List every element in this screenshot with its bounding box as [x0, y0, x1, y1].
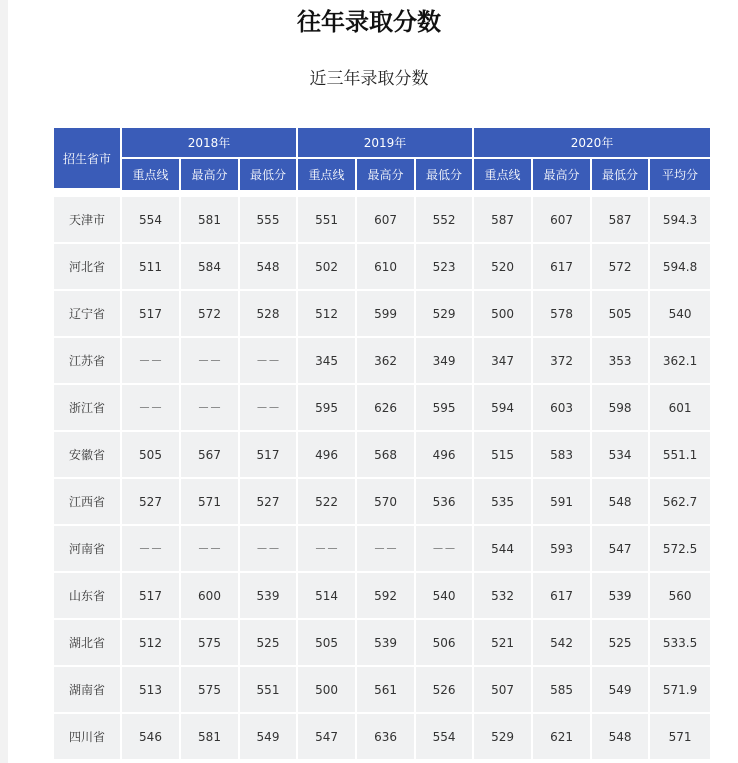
score-cell: 578 [533, 291, 592, 338]
score-cell: 581 [181, 714, 240, 761]
score-cell: 554 [416, 714, 474, 761]
table-row [54, 385, 710, 432]
score-cell: 347 [474, 338, 533, 385]
score-cell: 515 [474, 432, 533, 479]
score-cell: －－ [181, 526, 240, 573]
score-cell: 512 [298, 291, 357, 338]
score-cell: 496 [298, 432, 357, 479]
province-cell: 江苏省 [54, 338, 122, 385]
score-cell: 626 [357, 385, 416, 432]
page-title: 往年录取分数 [297, 8, 441, 36]
score-cell: 526 [416, 667, 474, 714]
header-2018-min: 最低分 [240, 159, 298, 190]
table-row [54, 338, 710, 385]
score-cell: 517 [122, 291, 181, 338]
score-cell: 527 [240, 479, 298, 526]
score-cell: 345 [298, 338, 357, 385]
score-cell: －－ [298, 526, 357, 573]
score-cell: 601 [650, 385, 710, 432]
score-cell: 548 [240, 244, 298, 291]
score-cell: 540 [650, 291, 710, 338]
score-cell: 610 [357, 244, 416, 291]
score-cell: 551 [298, 197, 357, 244]
score-cell: 593 [533, 526, 592, 573]
header-province: 招生省市 [54, 128, 122, 190]
score-cell: 587 [592, 197, 650, 244]
score-cell: 587 [474, 197, 533, 244]
header-row-years [54, 128, 710, 159]
score-cell: 532 [474, 573, 533, 620]
score-cell: 353 [592, 338, 650, 385]
table-row [54, 526, 710, 573]
header-2018-max: 最高分 [181, 159, 240, 190]
score-cell: 500 [298, 667, 357, 714]
score-cell: 505 [298, 620, 357, 667]
table-row [54, 667, 710, 714]
score-cell: －－ [416, 526, 474, 573]
score-cell: 505 [592, 291, 650, 338]
table-row [54, 479, 710, 526]
score-cell: 546 [122, 714, 181, 761]
table-row [54, 573, 710, 620]
score-cell: 528 [240, 291, 298, 338]
header-2019-max: 最高分 [357, 159, 416, 190]
score-cell: 585 [533, 667, 592, 714]
header-spacer [54, 190, 710, 197]
score-cell: 496 [416, 432, 474, 479]
score-cell: 548 [592, 714, 650, 761]
score-cell: －－ [122, 385, 181, 432]
score-cell: －－ [122, 338, 181, 385]
header-2020-key-line: 重点线 [474, 159, 533, 190]
admission-scores-table [54, 128, 710, 761]
score-cell: 554 [122, 197, 181, 244]
score-cell: 595 [298, 385, 357, 432]
score-cell: 517 [240, 432, 298, 479]
header-2019-key-line: 重点线 [298, 159, 357, 190]
province-cell: 山东省 [54, 573, 122, 620]
header-year-2019: 2019年 [298, 128, 474, 159]
province-cell: 安徽省 [54, 432, 122, 479]
score-cell: 575 [181, 620, 240, 667]
header-2020-min: 最低分 [592, 159, 650, 190]
score-cell: 549 [240, 714, 298, 761]
province-cell: 河北省 [54, 244, 122, 291]
score-cell: 551 [240, 667, 298, 714]
province-cell: 天津市 [54, 197, 122, 244]
score-cell: 584 [181, 244, 240, 291]
score-cell: 540 [416, 573, 474, 620]
table-row [54, 291, 710, 338]
header-2020-avg: 平均分 [650, 159, 710, 190]
score-cell: 592 [357, 573, 416, 620]
score-cell: 603 [533, 385, 592, 432]
score-cell: 349 [416, 338, 474, 385]
score-cell: 514 [298, 573, 357, 620]
header-2020-max: 最高分 [533, 159, 592, 190]
score-cell: 572 [592, 244, 650, 291]
score-cell: 572 [181, 291, 240, 338]
province-cell: 浙江省 [54, 385, 122, 432]
score-cell: －－ [181, 385, 240, 432]
score-cell: 571 [650, 714, 710, 761]
score-cell: 581 [181, 197, 240, 244]
score-cell: －－ [240, 526, 298, 573]
province-cell: 辽宁省 [54, 291, 122, 338]
score-cell: 520 [474, 244, 533, 291]
spacer-cell [54, 190, 710, 197]
province-cell: 河南省 [54, 526, 122, 573]
score-cell: 507 [474, 667, 533, 714]
score-cell: 523 [416, 244, 474, 291]
score-cell: 372 [533, 338, 592, 385]
score-cell: 551.1 [650, 432, 710, 479]
score-cell: 517 [122, 573, 181, 620]
score-cell: 500 [474, 291, 533, 338]
score-cell: 595 [416, 385, 474, 432]
score-cell: 568 [357, 432, 416, 479]
score-cell: 594 [474, 385, 533, 432]
score-cell: 529 [416, 291, 474, 338]
score-cell: 547 [298, 714, 357, 761]
province-cell: 四川省 [54, 714, 122, 761]
score-cell: 522 [298, 479, 357, 526]
table-row [54, 620, 710, 667]
score-cell: 607 [357, 197, 416, 244]
score-cell: 636 [357, 714, 416, 761]
header-2018-key-line: 重点线 [122, 159, 181, 190]
score-cell: 583 [533, 432, 592, 479]
score-cell: －－ [357, 526, 416, 573]
score-cell: 525 [240, 620, 298, 667]
score-cell: 567 [181, 432, 240, 479]
table-row [54, 197, 710, 244]
score-cell: 560 [650, 573, 710, 620]
province-cell: 湖北省 [54, 620, 122, 667]
score-cell: 549 [592, 667, 650, 714]
province-cell: 湖南省 [54, 667, 122, 714]
score-cell: 621 [533, 714, 592, 761]
score-cell: 527 [122, 479, 181, 526]
table-header [54, 128, 710, 190]
score-cell: 575 [181, 667, 240, 714]
score-cell: 512 [122, 620, 181, 667]
header-year-2020: 2020年 [474, 128, 710, 159]
score-cell: 535 [474, 479, 533, 526]
score-cell: 598 [592, 385, 650, 432]
page-left-edge [0, 0, 8, 763]
province-cell: 江西省 [54, 479, 122, 526]
score-cell: 513 [122, 667, 181, 714]
table-row [54, 244, 710, 291]
score-cell: 539 [240, 573, 298, 620]
score-cell: 534 [592, 432, 650, 479]
score-cell: 505 [122, 432, 181, 479]
score-cell: 506 [416, 620, 474, 667]
score-cell: 571 [181, 479, 240, 526]
score-cell: 555 [240, 197, 298, 244]
score-cell: 561 [357, 667, 416, 714]
header-2019-min: 最低分 [416, 159, 474, 190]
score-cell: 570 [357, 479, 416, 526]
score-cell: 572.5 [650, 526, 710, 573]
table-row [54, 714, 710, 761]
score-cell: 594.8 [650, 244, 710, 291]
score-cell: 533.5 [650, 620, 710, 667]
score-cell: －－ [122, 526, 181, 573]
score-cell: 542 [533, 620, 592, 667]
table-body [54, 197, 710, 761]
header-year-2018: 2018年 [122, 128, 298, 159]
score-cell: 502 [298, 244, 357, 291]
score-cell: 547 [592, 526, 650, 573]
score-cell: 607 [533, 197, 592, 244]
score-cell: 539 [357, 620, 416, 667]
score-cell: 539 [592, 573, 650, 620]
score-cell: 600 [181, 573, 240, 620]
score-cell: 525 [592, 620, 650, 667]
score-cell: 362.1 [650, 338, 710, 385]
score-cell: 571.9 [650, 667, 710, 714]
table-row [54, 432, 710, 479]
score-cell: 617 [533, 573, 592, 620]
score-cell: 591 [533, 479, 592, 526]
score-cell: 362 [357, 338, 416, 385]
score-cell: 617 [533, 244, 592, 291]
spacer-row [54, 190, 710, 197]
header-row-columns [54, 159, 710, 190]
score-cell: 594.3 [650, 197, 710, 244]
score-cell: 599 [357, 291, 416, 338]
score-cell: －－ [240, 338, 298, 385]
score-cell: 562.7 [650, 479, 710, 526]
score-cell: 536 [416, 479, 474, 526]
score-cell: －－ [181, 338, 240, 385]
score-cell: 529 [474, 714, 533, 761]
score-cell: 511 [122, 244, 181, 291]
score-cell: 552 [416, 197, 474, 244]
score-cell: －－ [240, 385, 298, 432]
page-subtitle: 近三年录取分数 [309, 69, 429, 89]
score-cell: 548 [592, 479, 650, 526]
score-cell: 544 [474, 526, 533, 573]
score-cell: 521 [474, 620, 533, 667]
